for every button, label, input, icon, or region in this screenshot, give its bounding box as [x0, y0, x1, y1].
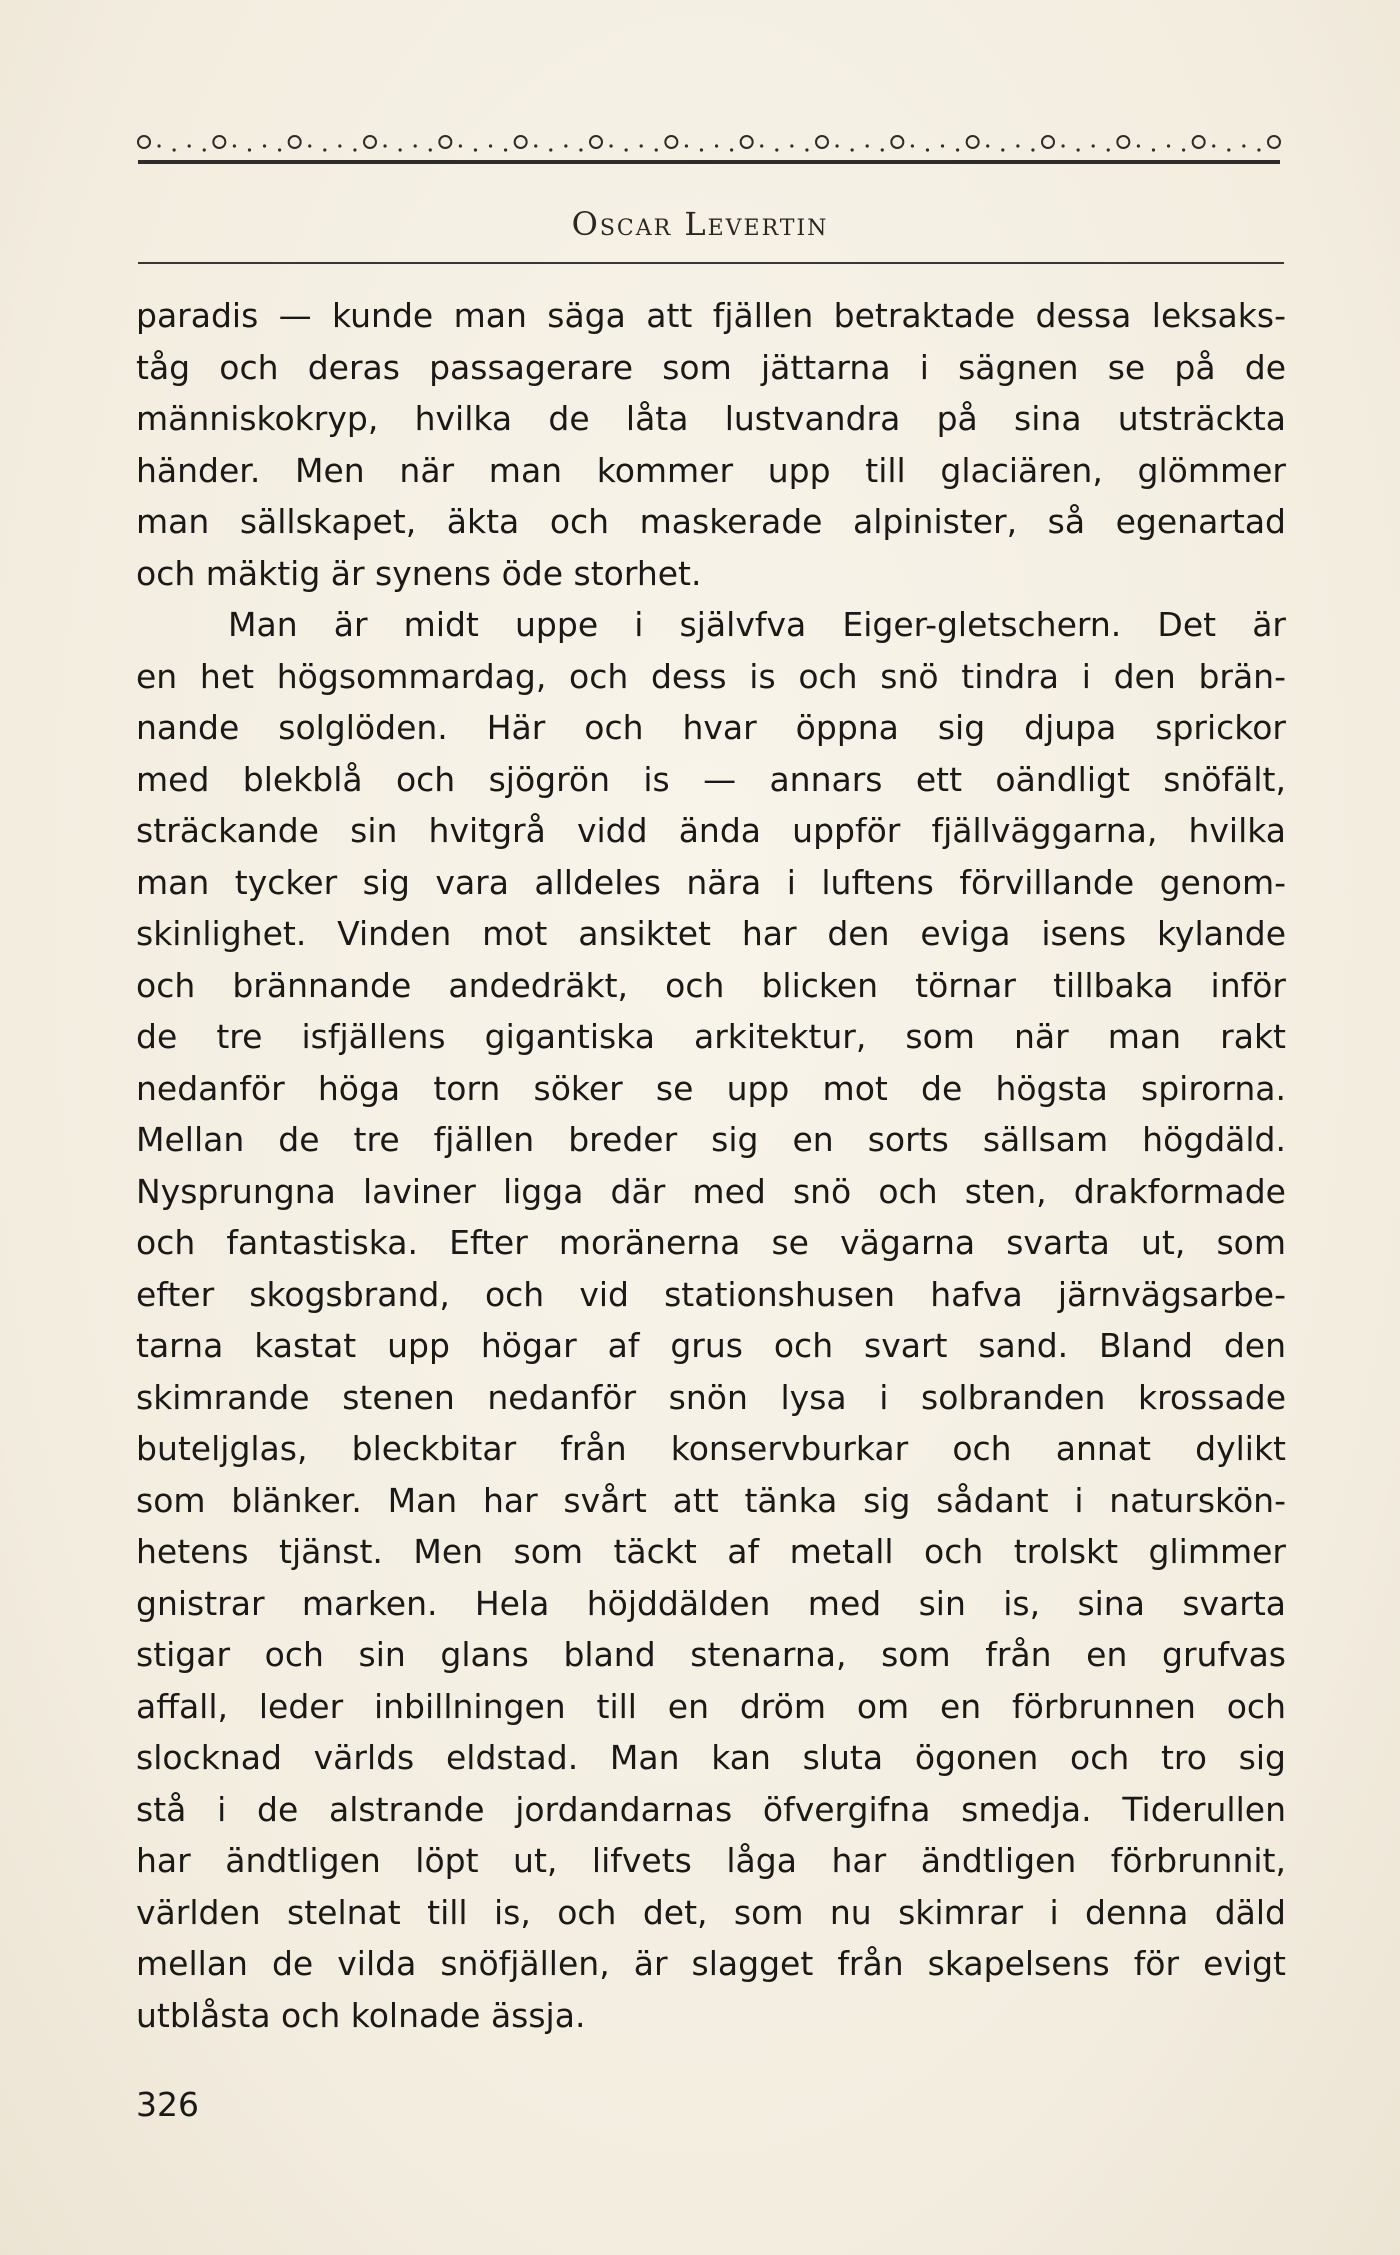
ornament-ring [665, 136, 677, 148]
ornament-dot [338, 144, 341, 147]
text-line: utblåsta och kolnade ässja. [136, 1995, 586, 2035]
ornament-dot [1016, 144, 1019, 147]
text-line: har ändtligen löpt ut, lifvets låga har ändtligen förbrunnit, [136, 1841, 1286, 1880]
text-line: händer. Men när man kommer upp till glaciären, glömmer [136, 450, 1286, 490]
ornament-dot [203, 148, 206, 151]
ornament-dot [1107, 148, 1110, 151]
ornament-dot [1182, 148, 1185, 151]
ornament-dot [383, 144, 386, 147]
ornament-ring [213, 136, 225, 148]
text-line: en het högsommardag, och dess is och snö tindra i den brän- [136, 656, 1286, 696]
ornament-dot [1077, 148, 1080, 151]
ornament-dot [233, 144, 236, 147]
text-line: och mäktig är synens öde storhet. [136, 553, 702, 593]
text-line: paradis — kunde man säga att fjällen betraktade dessa leksaks- [136, 296, 1286, 335]
ornament-dot [685, 144, 688, 147]
text-line: skimrande stenen nedanför snön lysa i solbranden krossade [136, 1377, 1286, 1417]
text-line: med blekblå och sjögrön is — annars ett oändligt snöfält, [136, 759, 1286, 799]
ornament-dot [1152, 148, 1155, 151]
ornament-dot [640, 144, 643, 147]
ornament-dot [278, 148, 281, 151]
text-line: nedanför höga torn söker se upp mot de högsta spirorna. [136, 1068, 1286, 1108]
ornament-dot [805, 148, 808, 151]
text-line: mellan de vilda snöfjällen, är slagget från skapelsens för evigt [136, 1944, 1286, 1983]
ornament-dot [564, 144, 567, 147]
ornament-dot [1227, 148, 1230, 151]
text-line: människokryp, hvilka de låta lustvandra på sina utsträckta [136, 399, 1286, 438]
ornament-dot [790, 144, 793, 147]
ornament-dot [188, 144, 191, 147]
ornament-dot [1137, 144, 1140, 147]
ornament-dot [459, 144, 462, 147]
text-line: världen stelnat till is, och det, som nu skimrar i denna däld [136, 1892, 1286, 1932]
text-line: stå i de alstrande jordandarnas öfvergifna smedja. Tiderullen [136, 1789, 1286, 1829]
text-line: sträckande sin hvitgrå vidd ända uppför fjällväggarna, hvilka [136, 811, 1286, 850]
body-text [136, 290, 1286, 2041]
text-line: Nysprungna laviner ligga där med snö och sten, drakformade [136, 1171, 1286, 1211]
ornament-dot [399, 148, 402, 151]
ornament-dot [700, 148, 703, 151]
ornament-dot [248, 148, 251, 151]
ornament-dot [1167, 144, 1170, 147]
ornament-dot [760, 144, 763, 147]
ornament-ring [138, 136, 150, 148]
page-number: 326 [136, 2085, 199, 2124]
ornament-ring [816, 136, 828, 148]
ornament-dot [1061, 144, 1064, 147]
ornament-dot [866, 144, 869, 147]
ornament-dot [1031, 148, 1034, 151]
ornament-dot [323, 148, 326, 151]
text-line: affall, leder inbillningen till en dröm om en förbrunnen och [136, 1686, 1286, 1726]
text-line: och fantastiska. Efter moränerna se vägarna svarta ut, som [136, 1223, 1286, 1262]
ornament-dot [308, 144, 311, 147]
ornament-dot [715, 144, 718, 147]
ornament-dot [414, 144, 417, 147]
text-line: stigar och sin glans bland stenarna, som från en grufvas [136, 1635, 1286, 1674]
ornament-dot [775, 148, 778, 151]
text-line: Man är midt uppe i självfva Eiger-gletschern. Det är [228, 605, 1286, 644]
text-line: efter skogsbrand, och vid stationshusen hafva järnvägsarbe- [136, 1274, 1286, 1314]
ornament-dot [926, 148, 929, 151]
ornament-ring [967, 136, 979, 148]
ornament-ring [891, 136, 903, 148]
ornament-dot [911, 144, 914, 147]
text-line: nande solglöden. Här och hvar öppna sig djupa sprickor [136, 708, 1286, 747]
ornament-dot [1257, 148, 1260, 151]
ornament-ring [1268, 136, 1280, 148]
ornament-dot [579, 148, 582, 151]
text-line: som blänker. Man har svårt att tänka sig sådant i naturskön- [136, 1480, 1286, 1520]
text-line: de tre isfjällens gigantiska arkitektur, som när man rakt [136, 1017, 1286, 1056]
ornament-ring [741, 136, 753, 148]
ornament-dot [353, 148, 356, 151]
text-line: buteljglas, bleckbitar från konservburkar och annat dylikt [136, 1429, 1286, 1468]
text-line: tåg och deras passagerare som jättarna i sägnen se på de [136, 347, 1286, 387]
ornament-dot [881, 148, 884, 151]
ornament-dot [1092, 144, 1095, 147]
text-line: hetens tjänst. Men som täckt af metall och trolskt glimmer [136, 1532, 1286, 1571]
text-line: tarna kastat upp högar af grus och svart sand. Bland den [136, 1326, 1286, 1365]
ornament-dot [534, 144, 537, 147]
ornament-ring [439, 136, 451, 148]
ornament-dot [1242, 144, 1245, 147]
ornament-dot [173, 148, 176, 151]
ornament-dot [474, 148, 477, 151]
ornament-dot [429, 148, 432, 151]
text-line: gnistrar marken. Hela höjddälden med sin is, sina svarta [136, 1583, 1286, 1623]
ornament-dot [625, 148, 628, 151]
ornament-dot [851, 148, 854, 151]
ornament-dot [835, 144, 838, 147]
ornament-ring [289, 136, 301, 148]
text-line: man tycker sig vara alldeles nära i luftens förvillande genom- [136, 862, 1286, 902]
ornament-ring [364, 136, 376, 148]
ornament-dot [1212, 144, 1215, 147]
ornament-dot [504, 148, 507, 151]
ornament-ring [1042, 136, 1054, 148]
text-line: Mellan de tre fjällen breder sig en sorts sällsam högdäld. [136, 1120, 1286, 1159]
ornament-ring [1117, 136, 1129, 148]
ornament-ring [1193, 136, 1205, 148]
ornament-ring [590, 136, 602, 148]
ornament-dot [986, 144, 989, 147]
text-line: slocknad världs eldstad. Man kan sluta ögonen och tro sig [136, 1738, 1286, 1777]
ornament-dot [941, 144, 944, 147]
ornament-dot [956, 148, 959, 151]
text-line: man sällskapet, äkta och maskerade alpinister, så egenartad [136, 502, 1286, 541]
text-line: och brännande andedräkt, och blicken törnar tillbaka inför [136, 965, 1286, 1005]
ornament-ring [515, 136, 527, 148]
ornament-dot [730, 148, 733, 151]
ornament-dot [655, 148, 658, 151]
ornamental-header-border [134, 128, 1284, 168]
running-head-author: Oscar Levertin [571, 205, 829, 243]
ornament-dot [609, 144, 612, 147]
ornament-dot [263, 144, 266, 147]
ornament-dot [1001, 148, 1004, 151]
text-line: skinlighet. Vinden mot ansiktet har den eviga isens kylande [136, 914, 1286, 953]
ornament-dot [549, 148, 552, 151]
ornament-dot [489, 144, 492, 147]
ornament-dot [157, 144, 160, 147]
header-rule [138, 262, 1284, 264]
